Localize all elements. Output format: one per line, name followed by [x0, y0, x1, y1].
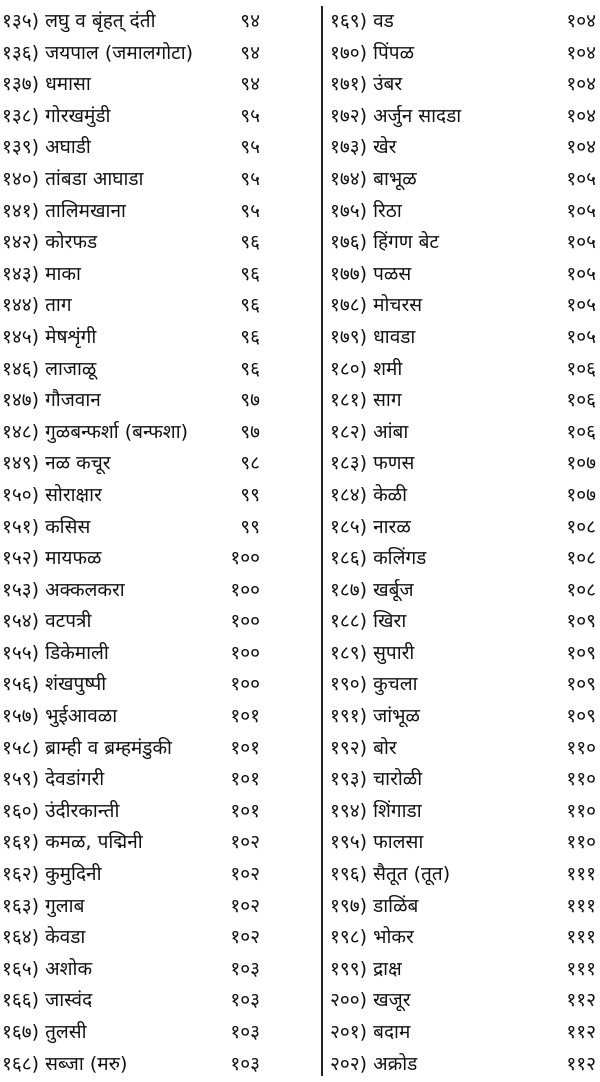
entry-page-number: १०६ — [566, 420, 596, 443]
index-entry — [2, 575, 270, 607]
index-entry — [2, 796, 270, 828]
entry-page-number: ११२ — [566, 1052, 596, 1075]
entry-page-number: १०२ — [230, 926, 260, 949]
entry-label: १३५) लघु व बृंहत् दंती — [2, 10, 156, 32]
index-entry — [330, 796, 596, 828]
entry-page-number: १०० — [230, 547, 260, 570]
entry-label: १४७) गौजवान — [2, 389, 101, 412]
index-entry — [2, 827, 270, 859]
index-entry — [330, 512, 596, 544]
index-entry — [330, 480, 596, 512]
entry-page-number: ९५ — [240, 167, 260, 190]
entry-page-number: १०७ — [566, 483, 596, 506]
index-column-left — [2, 6, 270, 1080]
entry-page-number: ९४ — [240, 10, 260, 32]
entry-label: १७३) खेर — [330, 136, 397, 159]
entry-label: १५१) कसिस — [2, 515, 91, 538]
index-entry — [330, 69, 596, 101]
entry-page-number: १०१ — [230, 736, 260, 759]
index-entry — [2, 6, 270, 38]
entry-label: २०१) बदाम — [330, 1021, 411, 1043]
entry-label: १५२) मायफळ — [2, 547, 102, 570]
index-entry — [330, 164, 596, 196]
entry-label: १४३) माका — [2, 262, 81, 285]
entry-page-number: ९६ — [240, 231, 260, 254]
index-entry — [330, 764, 596, 796]
entry-label: १४६) लाजाळू — [2, 357, 97, 380]
entry-page-number: १०० — [230, 673, 260, 696]
index-entry — [330, 385, 596, 417]
entry-label: १९२) बोर — [330, 736, 397, 759]
entry-label: २००) खजूर — [330, 989, 411, 1012]
entry-label: १६४) केवडा — [2, 926, 86, 949]
entry-label: १५७) भुईआवळा — [2, 705, 118, 728]
entry-label: १६८) सब्जा (मरु) — [2, 1052, 128, 1075]
entry-page-number: १०५ — [566, 325, 596, 348]
entry-label: १५८) ब्राम्ही व ब्रम्हमंडुकी — [2, 736, 172, 759]
entry-page-number: ९९ — [240, 515, 260, 538]
index-entry — [2, 385, 270, 417]
entry-page-number: १०२ — [230, 894, 260, 917]
entry-label: १८९) सुपारी — [330, 641, 415, 664]
entry-page-number: १०९ — [566, 705, 596, 728]
index-entry — [330, 638, 596, 670]
entry-page-number: ११२ — [566, 1021, 596, 1043]
entry-label: १९०) कुचला — [330, 673, 418, 696]
entry-page-number: १०१ — [230, 705, 260, 728]
entry-page-number: १११ — [566, 926, 596, 949]
entry-label: १७९) धावडा — [330, 325, 416, 348]
entry-label: १९८) भोकर — [330, 926, 414, 949]
index-entry — [330, 733, 596, 765]
entry-label: १७२) अर्जुन सादडा — [330, 104, 462, 127]
index-entry — [330, 322, 596, 354]
index-entry — [2, 1017, 270, 1049]
entry-label: १७१) उंबर — [330, 73, 403, 96]
entry-page-number: १०६ — [566, 389, 596, 412]
entry-page-number: १०३ — [230, 1021, 260, 1043]
entry-page-number: १०६ — [566, 357, 596, 380]
entry-label: १८६) कलिंगड — [330, 547, 427, 570]
index-entry — [2, 417, 270, 449]
index-entry — [2, 101, 270, 133]
entry-page-number: १०३ — [230, 957, 260, 980]
index-entry — [330, 827, 596, 859]
index-entry — [330, 985, 596, 1017]
index-entry — [330, 354, 596, 386]
entry-label: १९७) डाळिंब — [330, 894, 419, 917]
entry-page-number: १०८ — [566, 515, 596, 538]
index-entry — [2, 196, 270, 228]
entry-page-number: १११ — [566, 863, 596, 886]
entry-label: १३८) गोरखमुंडी — [2, 104, 111, 127]
entry-label: १५५) डिकेमाली — [2, 641, 109, 664]
index-entry — [330, 132, 596, 164]
entry-page-number: १०८ — [566, 547, 596, 570]
entry-page-number: ११० — [566, 799, 596, 822]
entry-page-number: ११० — [566, 736, 596, 759]
index-entry — [2, 448, 270, 480]
index-entry — [2, 69, 270, 101]
index-entry — [2, 227, 270, 259]
entry-page-number: १०१ — [230, 799, 260, 822]
entry-label: १५३) अक्कलकरा — [2, 578, 125, 601]
entry-page-number: ९८ — [240, 452, 260, 475]
entry-page-number: १०४ — [566, 136, 596, 159]
entry-label: २०२) अक्रोड — [330, 1052, 418, 1075]
entry-label: १६९) वड — [330, 10, 394, 32]
index-entry — [330, 417, 596, 449]
entry-page-number: ९६ — [240, 262, 260, 285]
entry-label: १७५) रिठा — [330, 199, 402, 222]
entry-label: १८८) खिरा — [330, 610, 407, 633]
entry-label: १५४) वटपत्री — [2, 610, 92, 633]
entry-label: १८२) आंबा — [330, 420, 409, 443]
entry-page-number: ९५ — [240, 199, 260, 222]
entry-label: १७०) पिंपळ — [330, 41, 415, 64]
entry-label: १८४) केळी — [330, 483, 408, 506]
entry-label: १५०) सोराक्षार — [2, 483, 102, 506]
entry-page-number: १०२ — [230, 831, 260, 854]
index-entry — [2, 290, 270, 322]
entry-label: १५९) देवडांगरी — [2, 768, 105, 791]
index-entry — [2, 891, 270, 923]
entry-page-number: ९५ — [240, 104, 260, 127]
index-entry — [2, 38, 270, 70]
entry-page-number: ११० — [566, 768, 596, 791]
entry-label: १८१) साग — [330, 389, 402, 412]
index-entry — [2, 1049, 270, 1081]
entry-label: १४२) कोरफड — [2, 231, 98, 254]
index-entry — [2, 164, 270, 196]
entry-page-number: ११२ — [566, 989, 596, 1012]
index-entry — [330, 259, 596, 291]
index-entry — [2, 764, 270, 796]
entry-label: १४१) तालिमखाना — [2, 199, 126, 222]
entry-page-number: १११ — [566, 957, 596, 980]
entry-page-number: १०८ — [566, 578, 596, 601]
index-entry — [330, 891, 596, 923]
entry-label: १६३) गुलाब — [2, 894, 85, 917]
index-entry — [330, 669, 596, 701]
entry-page-number: १०४ — [566, 41, 596, 64]
entry-page-number: १०५ — [566, 294, 596, 317]
index-entry — [330, 1049, 596, 1081]
entry-page-number: १११ — [566, 894, 596, 917]
entry-page-number: ९५ — [240, 136, 260, 159]
entry-page-number: १०३ — [230, 989, 260, 1012]
entry-label: १४५) मेषशृंगी — [2, 325, 97, 348]
entry-page-number: १०४ — [566, 10, 596, 32]
entry-page-number: १०५ — [566, 199, 596, 222]
index-entry — [330, 227, 596, 259]
index-entry — [2, 259, 270, 291]
entry-label: १६७) तुलसी — [2, 1021, 87, 1043]
index-entry — [330, 38, 596, 70]
entry-page-number: ९७ — [240, 389, 260, 412]
index-entry — [2, 322, 270, 354]
index-entry — [2, 922, 270, 954]
column-divider — [321, 6, 323, 1076]
index-entry — [330, 954, 596, 986]
entry-label: १९९) द्राक्ष — [330, 957, 402, 980]
entry-page-number: १०२ — [230, 863, 260, 886]
entry-label: १३७) धमासा — [2, 73, 91, 96]
entry-page-number: १०९ — [566, 641, 596, 664]
entry-label: १८०) शमी — [330, 357, 403, 380]
index-entry — [330, 859, 596, 891]
index-entry — [2, 985, 270, 1017]
entry-label: १९३) चारोळी — [330, 768, 423, 791]
entry-label: १९६) सैतूत (तूत) — [330, 863, 451, 886]
index-entry — [330, 922, 596, 954]
entry-label: १७७) पळस — [330, 262, 412, 285]
entry-page-number: १०४ — [566, 73, 596, 96]
entry-label: १४८) गुळबन्फर्शा (बन्फशा) — [2, 420, 189, 443]
entry-page-number: ९४ — [240, 41, 260, 64]
index-entry — [330, 196, 596, 228]
index-entry — [2, 954, 270, 986]
entry-label: १७४) बाभूळ — [330, 167, 417, 190]
entry-label: १६१) कमळ, पद्मिनी — [2, 831, 143, 854]
index-column-right — [330, 6, 596, 1080]
index-entry — [2, 543, 270, 575]
index-entry — [2, 354, 270, 386]
entry-page-number: ९९ — [240, 483, 260, 506]
entry-page-number: १०५ — [566, 167, 596, 190]
index-entry — [330, 543, 596, 575]
entry-page-number: १०९ — [566, 610, 596, 633]
index-entry — [330, 575, 596, 607]
entry-label: १४४) ताग — [2, 294, 72, 317]
entry-label: १६५) अशोक — [2, 957, 93, 980]
index-entry — [2, 733, 270, 765]
entry-label: १८३) फणस — [330, 452, 415, 475]
entry-page-number: ९६ — [240, 325, 260, 348]
entry-label: १५६) शंखपुष्पी — [2, 673, 107, 696]
index-entry — [2, 480, 270, 512]
index-entry — [2, 132, 270, 164]
entry-page-number: १०१ — [230, 768, 260, 791]
entry-label: १६२) कुमुदिनी — [2, 863, 102, 886]
entry-page-number: १०३ — [230, 1052, 260, 1075]
index-entry — [330, 701, 596, 733]
entry-page-number: १०७ — [566, 452, 596, 475]
entry-page-number: १०० — [230, 610, 260, 633]
index-entry — [2, 638, 270, 670]
index-entry — [330, 101, 596, 133]
index-entry — [330, 606, 596, 638]
entry-label: १९४) शिंगाडा — [330, 799, 422, 822]
index-entry — [2, 669, 270, 701]
entry-page-number: १०० — [230, 641, 260, 664]
entry-label: १३६) जयपाल (जमालगोटा) — [2, 41, 194, 64]
entry-page-number: १०४ — [566, 104, 596, 127]
index-entry — [2, 859, 270, 891]
index-entry — [2, 606, 270, 638]
index-entry — [330, 290, 596, 322]
entry-label: १८५) नारळ — [330, 515, 411, 538]
entry-page-number: ९६ — [240, 294, 260, 317]
entry-label: १४९) नळ कचूर — [2, 452, 111, 475]
entry-label: १६०) उंदीरकान्ती — [2, 799, 120, 822]
entry-page-number: ९४ — [240, 73, 260, 96]
entry-page-number: १०९ — [566, 673, 596, 696]
entry-page-number: ९६ — [240, 357, 260, 380]
entry-page-number: १०० — [230, 578, 260, 601]
entry-label: १९१) जांभूळ — [330, 705, 420, 728]
entry-page-number: ११० — [566, 831, 596, 854]
entry-label: १४०) तांबडा आघाडा — [2, 167, 144, 190]
index-entry — [2, 512, 270, 544]
entry-label: १६६) जास्वंद — [2, 989, 93, 1012]
entry-label: १७६) हिंगण बेट — [330, 231, 440, 254]
entry-page-number: ९७ — [240, 420, 260, 443]
entry-page-number: १०५ — [566, 231, 596, 254]
index-entry — [330, 1017, 596, 1049]
entry-label: १९५) फालसा — [330, 831, 424, 854]
index-entry — [330, 448, 596, 480]
entry-label: १७८) मोचरस — [330, 294, 423, 317]
entry-page-number: १०५ — [566, 262, 596, 285]
entry-label: १३९) अघाडी — [2, 136, 91, 159]
index-entry — [2, 701, 270, 733]
entry-label: १८७) खर्बूज — [330, 578, 414, 601]
index-entry — [330, 6, 596, 38]
